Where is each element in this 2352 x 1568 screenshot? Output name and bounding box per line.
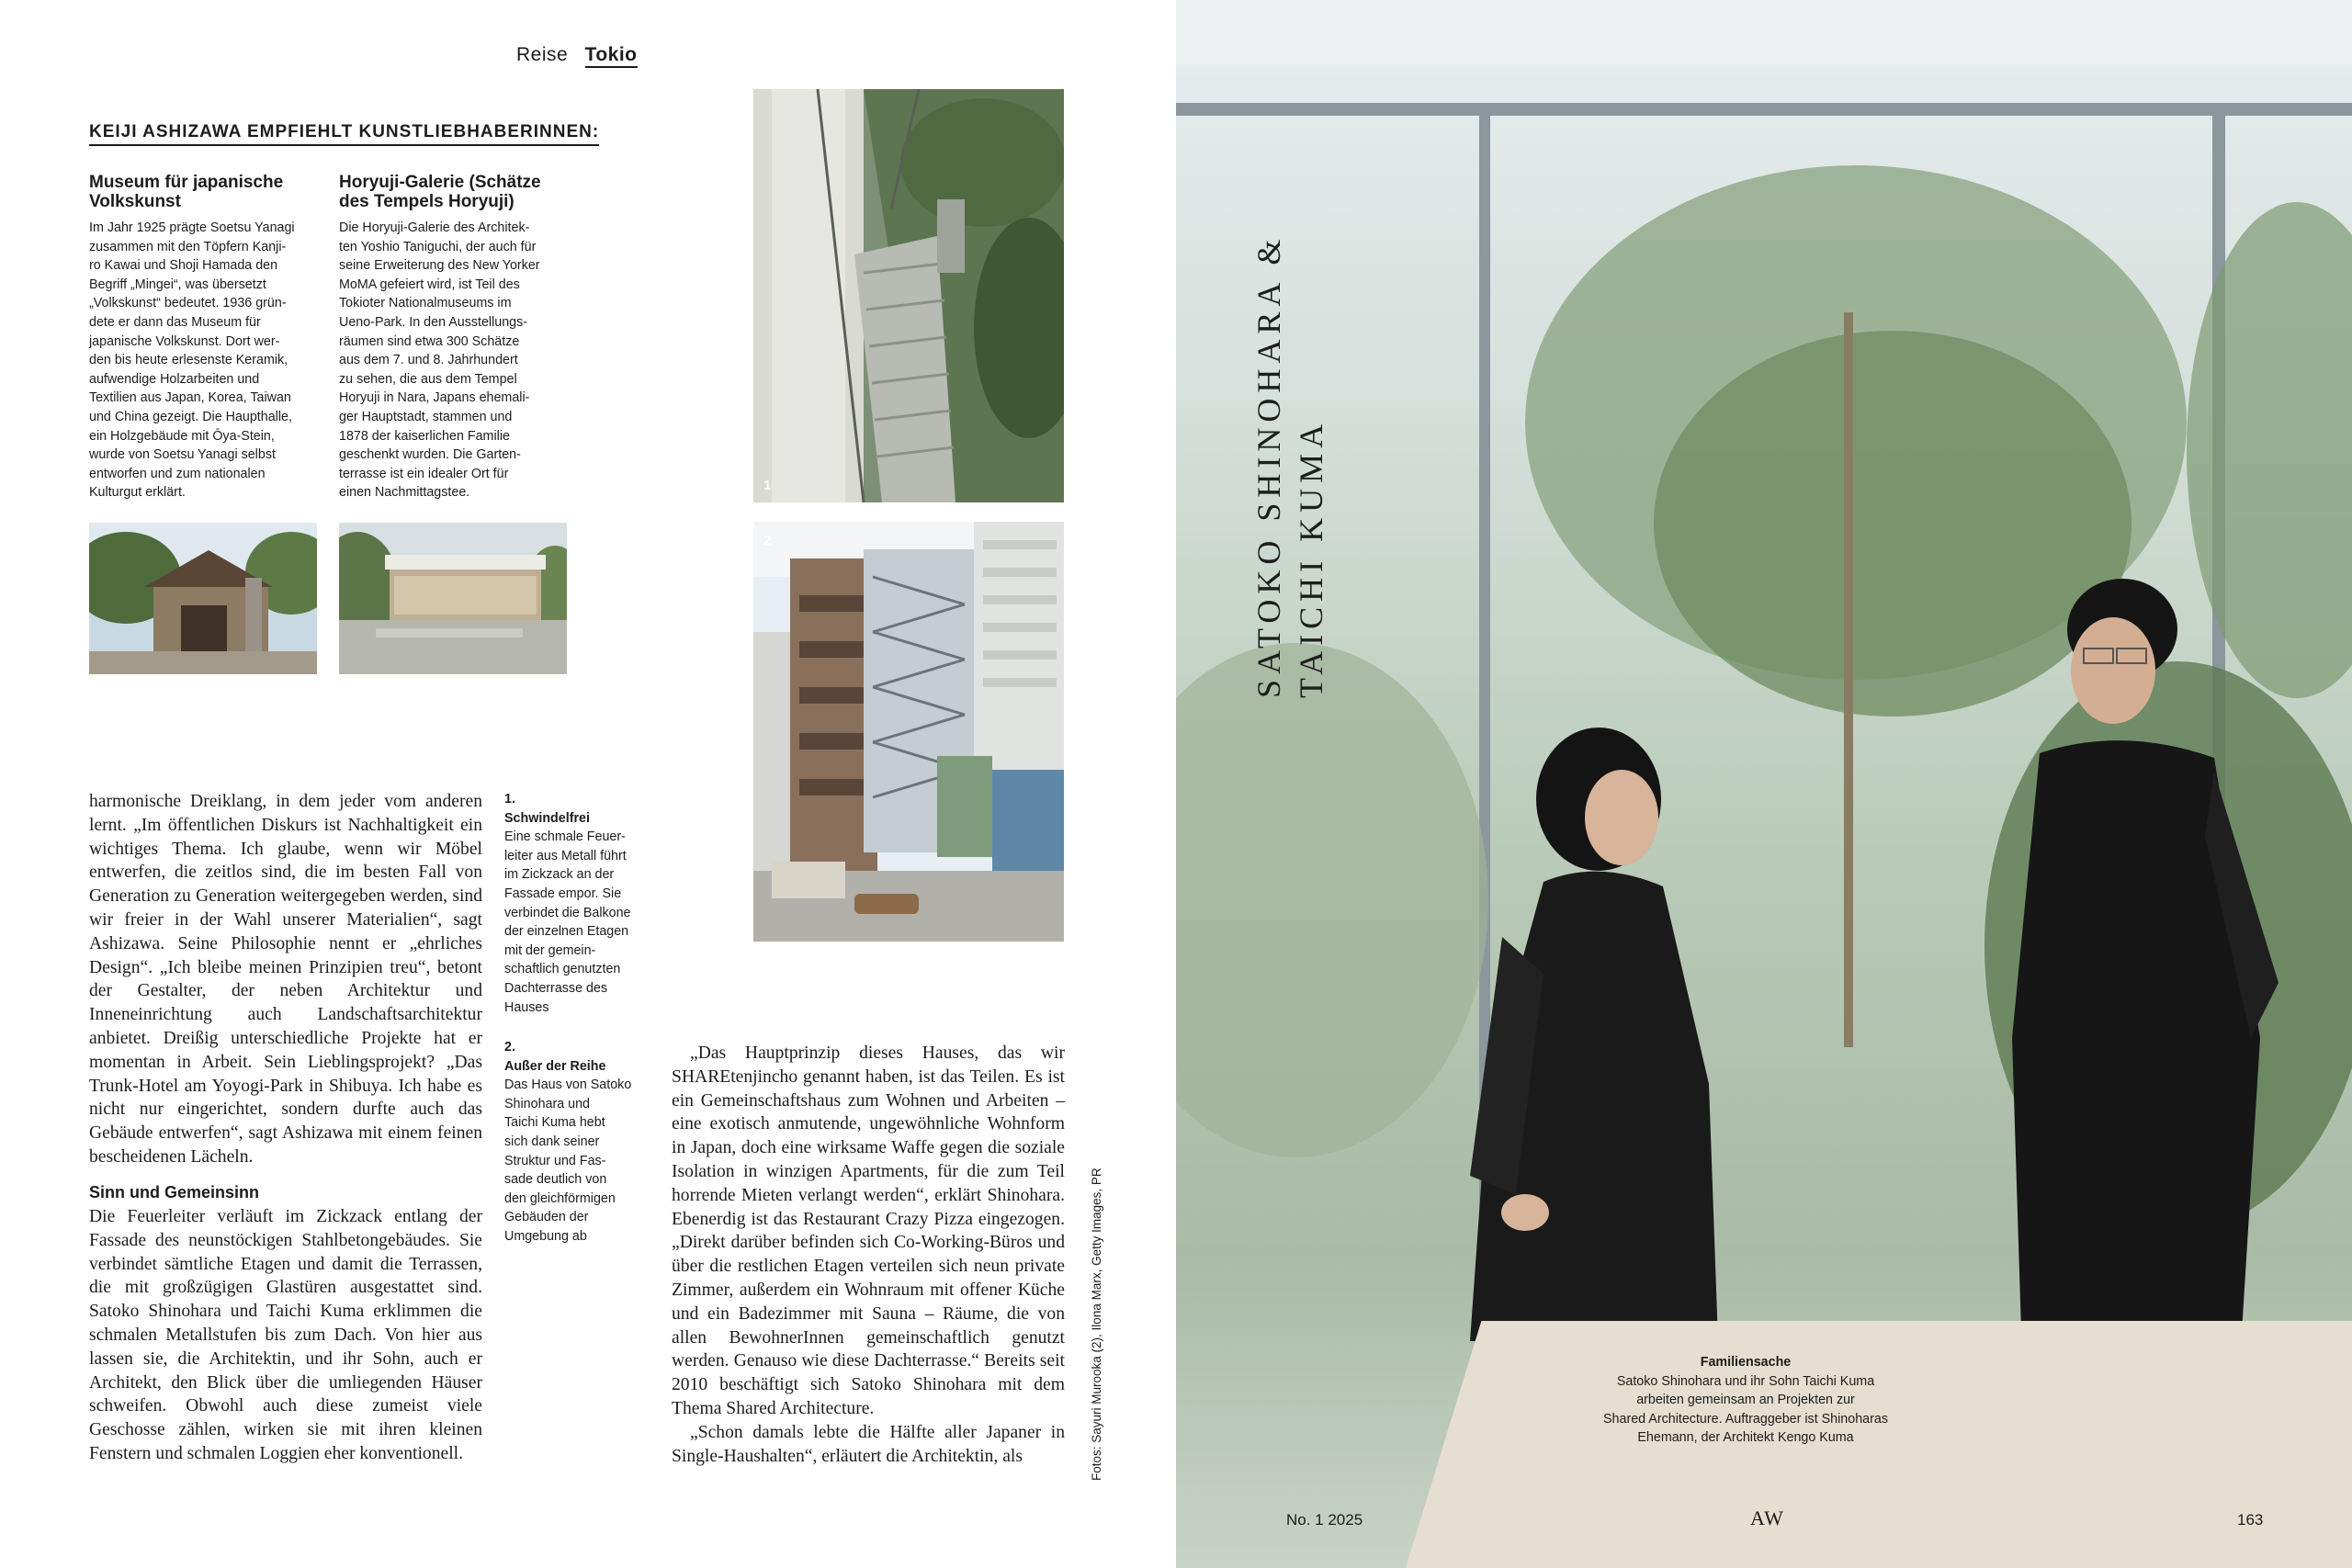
tree-trunk [1844,312,1853,1047]
caption-1-line: im Zickzack an der [504,867,615,883]
horyuji-photo-image [339,523,567,674]
museum-text-line: japanische Volkskunst. Dort wer- [89,333,280,349]
running-head-section: Reise [516,44,569,65]
caption-2-line: Struktur und Fas- [504,1153,606,1168]
horyuji-text-line: geschenkt wurden. Die Garten- [339,447,521,463]
photo-caption-line: Satoko Shinohara und ihr Sohn Taichi Kuma [1616,1373,1875,1389]
person-taichi-kuma [1984,560,2297,1332]
horyuji-title-line2: des Tempels Horyuji) [339,192,514,211]
caption-1-number: 1. [504,792,515,807]
running-head-topic: Tokio [585,44,638,68]
photo-caption-line: Shared Architecture. Auftraggeber ist Shinoharas [1603,1411,1888,1427]
photo-number-2: 2 [763,533,772,548]
fire-escape-photo [753,89,1064,502]
caption-1-line: Dachterrasse des [504,980,608,996]
photo-caption-title: Familiensache [1700,1355,1792,1370]
caption-2-line: Shinohara und [504,1096,591,1111]
photo-number-1: 1 [763,478,772,493]
running-head [516,44,638,66]
page-number: 163 [2237,1511,2264,1529]
museum-text-line: „Volkskunst“ bedeutet. 1936 grün- [89,296,287,311]
right-page-photo [1176,0,2352,1568]
caption-2-number: 2. [504,1040,515,1055]
horyuji-title [339,173,578,211]
museum-text-line: Textilien aus Japan, Korea, Taiwan [89,390,291,406]
body-column-3 [672,1042,1065,1468]
horyuji-text-line: einen Nachmittagstee. [339,485,470,501]
caption-2-line: Umgebung ab [504,1228,587,1244]
ceiling [1176,0,2352,64]
issue-number: No. 1 2025 [1286,1511,1363,1529]
horyuji-text-line: räumen sind etwa 300 Schätze [339,333,520,349]
museum-text-line: wurde von Soetsu Yanagi selbst [89,447,276,463]
caption-2-line: sich dank seiner [504,1134,600,1149]
horyuji-text-line: ten Yoshio Taniguchi, der auch für [339,239,537,254]
museum-title [89,173,328,211]
magazine-logo: AW [1750,1506,1784,1529]
body-column-1 [89,790,482,1169]
horyuji-text-line: 1878 der kaiserlichen Familie [339,428,510,444]
caption-2 [504,1038,661,1247]
caption-1-line: Fassade empor. Sie [504,886,622,901]
recommendation-heading: KEIJI ASHIZAWA EMPFIEHLT KUNSTLIEBHABERINNEN: [89,122,599,146]
photo-credit: Fotos: Sayuri Murooka (2), Ilona Marx, Getty Images, PR [1090,1168,1103,1481]
museum-photo-image [89,523,317,674]
museum-text-line: dete er dann das Museum für [89,314,261,330]
caption-2-line: Taichi Kuma hebt [504,1115,605,1131]
horyuji-text-line: Ueno-Park. In den Ausstellungs- [339,314,528,330]
caption-1 [504,790,661,1017]
horyuji-text-line: terrasse ist ein idealer Ort für [339,466,509,481]
horyuji-text-line: aus dem 7. und 8. Jahrhundert [339,353,518,368]
vertical-title-line1: SATOKO SHINOHARA & [1250,233,1287,698]
museum-text-line: Kulturgut erklärt. [89,485,186,501]
horyuji-text-line: MoMA gefeiert wird, ist Teil des [339,276,520,292]
museum-text-line: zusammen mit den Töpfern Kanji- [89,239,287,254]
body-column-1b [89,1205,482,1466]
caption-2-line: den gleichförmigen [504,1190,616,1206]
caption-1-line: schaftlich genutzten [504,962,621,977]
vertical-title-line2: TAICHI KUMA [1293,418,1329,698]
vertical-title [1248,234,1332,698]
horyuji-text [339,219,578,502]
horyuji-photo [339,523,567,674]
horyuji-text-line: ger Hauptstadt, stammen und [339,409,513,424]
body-paragraph: „Das Hauptprinzip dieses Hauses, das wir SHAREtenjincho genannt haben, ist das Teilen. Es ist ein Gemeinschaftshaus zum Wohnen und Arbeiten – eine exotisch anmutende, ungewöhnliche Wohnform in Japan, doch eine wirksame Waffe gegen die soziale Isolation in winzigen Apartments, für die zum Teil horrende Mieten verlangt werden“, erklärt Shinohara. Ebenerdig ist das Restaurant Crazy Pizza eingezogen. „Direkt darüber befinden sich Co-Working-Büros und über die restlichen Etagen verteilen sich neun private Zimmer, außerdem ein Wohnraum mit offener Küche und ein Badezimmer mit Sauna – Räume, die von allen BewohnerInnen gemeinschaftlich genutzt werden. Genauso wie diese Dachterrasse.“ Bereits seit 2010 beschäftigt sich Satoko Shinohara mit dem Thema Shared Architecture. [672,1043,1065,1418]
horyuji-text-line: Horyuji in Nara, Japans ehemali- [339,390,530,406]
photo-caption [1544,1353,1948,1448]
body-paragraph: harmonische Dreiklang, in dem jeder vom anderen lernt. „Im öffentlichen Diskurs ist Nachhaltigkeit ein wichtiges Thema. Ich glaube, wenn wir Möbel entwerfen, die zeitlos sind, die im besten Fall von Generation zu Generation weitergegeben werden, sind wir freier in der Wahl unserer Materialien“, sagt Ashizawa. Seine Philosophie nennt er „ehrliches Design“. „Ich bleibe meinen Prinzipien treu“, betont der Gestalter, der neben Architektur und Inneneinrichtung auch Landschaftsarchitektur anbietet. Dreißig unterschiedliche Projekte hat er momentan in Arbeit. Sein Lieblingsprojekt? „Das Trunk-Hotel am Yoyogi-Park in Shibuya. Ich habe es nicht nur eingerichtet, sondern durfte auch das Gebäude entwerfen“, sagt Ashizawa mit einem feinen bescheidenen Lächeln. [89,792,482,1167]
caption-1-line: Eine schmale Feuer- [504,829,626,845]
fire-escape-photo-image [753,89,1064,502]
caption-2-line: Das Haus von Satoko [504,1077,632,1093]
museum-title-line1: Museum für japanische [89,173,284,192]
museum-text-line: entworfen und zum nationalen [89,466,266,481]
horyuji-text-line: seine Erweiterung des New Yorker [339,258,540,274]
photo-caption-line: Ehemann, der Architekt Kengo Kuma [1637,1430,1854,1446]
museum-photo [89,523,317,674]
body-paragraph: „Schon damals lebte die Hälfte aller Japaner in Single-Haushalten“, erläutert die Architektin, als [672,1422,1065,1466]
horyuji-title-line1: Horyuji-Galerie (Schätze [339,173,541,192]
window-frame-top [1176,103,2352,116]
museum-text [89,219,328,502]
caption-2-title: Außer der Reihe [504,1058,606,1074]
person-satoko-shinohara [1415,698,1764,1341]
caption-1-line: verbindet die Balkone [504,905,631,920]
museum-text-line: ro Kawai und Shoji Hamada den [89,258,278,274]
caption-1-title: Schwindelfrei [504,810,590,826]
body-subheading: Sinn und Gemeinsinn [89,1183,260,1201]
museum-title-line2: Volkskunst [89,192,181,211]
horyuji-text-line: zu sehen, die aus dem Tempel [339,371,517,387]
museum-text-line: den bis heute erlesenste Keramik, [89,353,288,368]
museum-text-line: Begriff „Mingei“, was übersetzt [89,276,266,292]
caption-1-line: mit der gemein- [504,942,596,958]
caption-1-line: der einzelnen Etagen [504,924,629,940]
building-photo-image [753,522,1064,942]
caption-2-line: sade deutlich von [504,1172,607,1188]
building-photo [753,522,1064,942]
museum-text-line: Im Jahr 1925 prägte Soetsu Yanagi [89,220,295,235]
museum-text-line: und China gezeigt. Die Haupthalle, [89,409,292,424]
museum-text-line: aufwendige Holzarbeiten und [89,371,260,387]
horyuji-text-line: Die Horyuji-Galerie des Architek- [339,220,530,235]
museum-text-line: ein Holzgebäude mit Ōya-Stein, [89,428,275,444]
body-paragraph: Die Feuerleiter verläuft im Zickzack entlang der Fassade des neunstöckigen Stahlbetongebäudes. Sie verbindet sämtliche Etagen und damit die Terrassen, die mit großzügigen Glastüren ausgestattet sind. Satoko Shinohara und Taichi Kuma erklimmen die schmalen Metallstufen bis zum Dach. Von hier aus lassen sie, die Architektin, und ihr Sohn, auch er Architekt, den Blick über die umliegenden Häuser schweifen. Obwohl auch diese zumeist viele Geschosse zählen, wirken sie mit ihren kleinen Fenstern und schmalen Loggien eher konventionell. [89,1207,482,1463]
caption-1-line: Hauses [504,999,549,1015]
caption-2-line: Gebäuden der [504,1210,589,1225]
photo-caption-line: arbeiten gemeinsam an Projekten zur [1636,1393,1855,1408]
caption-1-line: leiter aus Metall führt [504,848,627,863]
horyuji-text-line: Tokioter Nationalmuseums im [339,296,512,311]
